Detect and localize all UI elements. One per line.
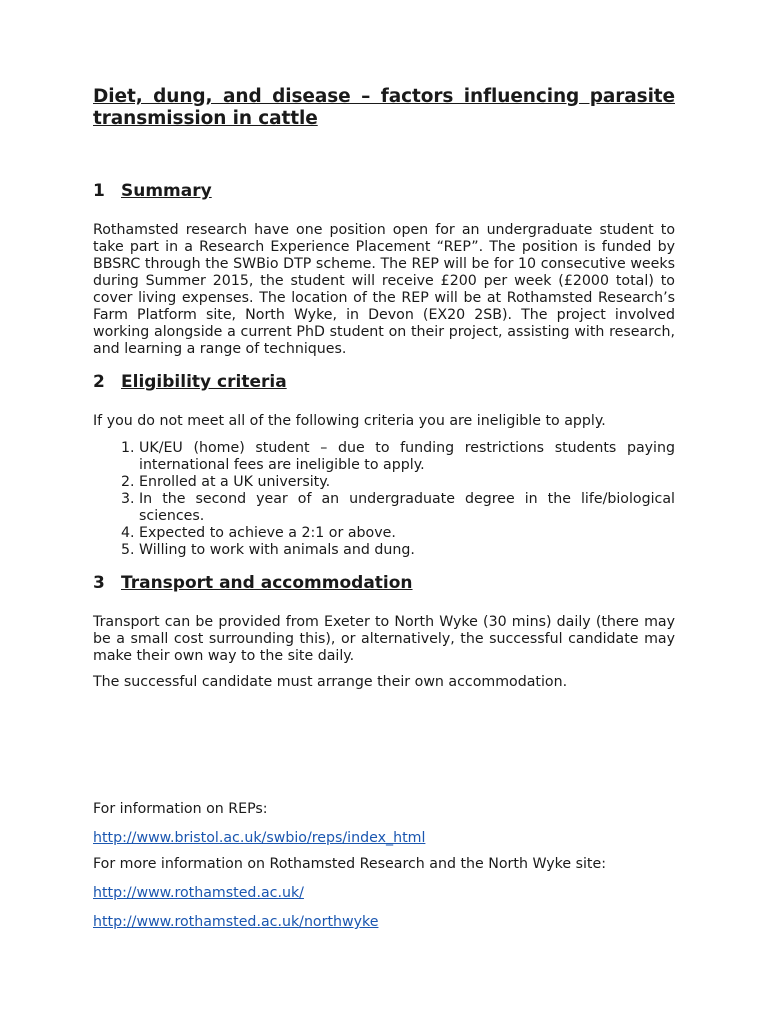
more-info-label: For more information on Rothamsted Research and the North Wyke site: [93, 856, 606, 872]
section-1-title: Summary [121, 181, 212, 201]
list-item: 3. In the second year of an undergraduate degree in the life/biological sciences. [139, 491, 675, 525]
document-title: Diet, dung, and disease – factors influencing parasite transmission in cattle [93, 86, 675, 129]
section-3-title: Transport and accommodation [121, 573, 413, 593]
reps-link[interactable]: http://www.bristol.ac.uk/swbio/reps/index_html [93, 830, 426, 846]
section-1-heading [93, 180, 675, 202]
section-3-heading [93, 572, 675, 594]
section-2-title: Eligibility criteria [121, 372, 287, 392]
section-2-heading [93, 371, 675, 393]
document-page [93, 86, 675, 931]
transport-paragraph: Transport can be provided from Exeter to North Wyke (30 mins) daily (there may be a small cost surrounding this), or alternatively, the successful candidate may make their own way to the site daily. [93, 614, 675, 664]
list-item: 4. Expected to achieve a 2:1 or above. [139, 525, 675, 542]
section-1-number: 1 [93, 181, 105, 201]
accommodation-paragraph: The successful candidate must arrange their own accommodation. [93, 674, 568, 690]
eligibility-list [93, 440, 675, 559]
northwyke-link[interactable]: http://www.rothamsted.ac.uk/northwyke [93, 914, 379, 930]
reps-info-label: For information on REPs: [93, 801, 268, 817]
list-item: 1. UK/EU (home) student – due to funding restrictions students paying international fees are ineligible to apply. [139, 440, 675, 474]
section-2-number: 2 [93, 372, 105, 392]
eligibility-intro: If you do not meet all of the following criteria you are ineligible to apply. [93, 413, 606, 429]
summary-paragraph: Rothamsted research have one position open for an undergraduate student to take part in a Research Experience Placement “REP”. The position is funded by BBSRC through the SWBio DTP scheme. The REP will be for 10 consecutive weeks during Summer 2015, the student will receive £200 per week (£2000 total) to cover living expenses. The location of the REP will be at Rothamsted Research’s Farm Platform site, North Wyke, in Devon (EX20 2SB). The project involved working alongside a current PhD student on their project, assisting with research, and learning a range of techniques. [93, 222, 675, 357]
rothamsted-link[interactable]: http://www.rothamsted.ac.uk/ [93, 885, 304, 901]
list-item: 2. Enrolled at a UK university. [139, 474, 675, 491]
section-3-number: 3 [93, 573, 105, 593]
list-item: 5. Willing to work with animals and dung. [139, 542, 675, 559]
